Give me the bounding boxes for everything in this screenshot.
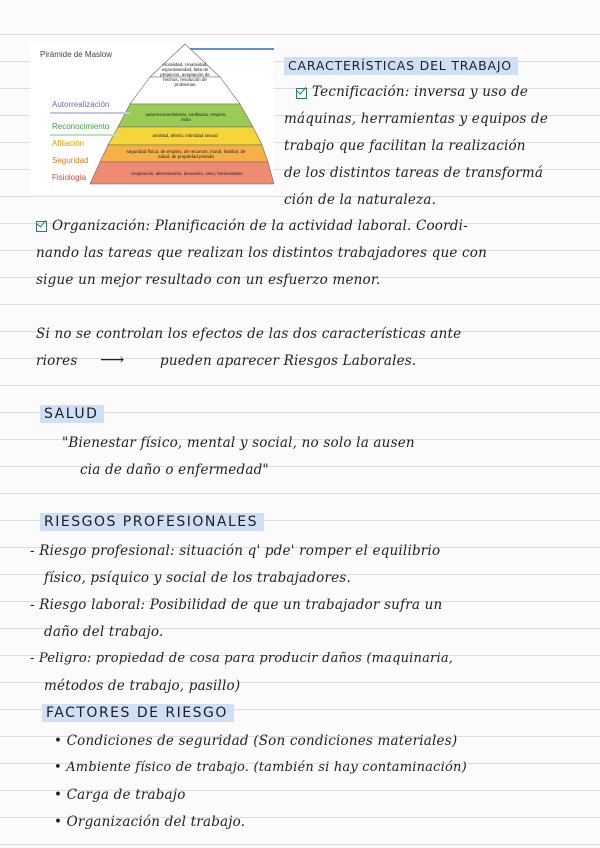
- checkbox-icon: [296, 88, 307, 99]
- riesgo-laboral-line-1: - Riesgo laboral: Posibilidad de que un trabajador sufra un: [30, 597, 443, 613]
- organizacion-line-3: sigue un mejor resultado con un esfuerzo menor.: [36, 272, 381, 288]
- factor-item-4: • Organización del trabajo.: [54, 814, 246, 830]
- arrow-right-icon: ⟶: [100, 350, 125, 370]
- caracteristicas-line-4: de los distintos tareas de transformá: [284, 165, 544, 181]
- checkbox-icon: [36, 221, 47, 232]
- pyramid-level-5-text: respiración, alimentación, descanso, sexo, homeostasis: [131, 171, 243, 176]
- factor-item-2: • Ambiente físico de trabajo. (también si hay contaminación): [54, 760, 467, 775]
- caracteristicas-line-3: trabajo que facilitan la realización: [284, 138, 526, 154]
- peligro-line-1: - Peligro: propiedad de cosa para producir daños (maquinaria,: [30, 651, 454, 666]
- pyramid-label-afiliacion: Afiliación: [52, 139, 85, 148]
- pyramid-level-1-text: moralidad, creatividad, espontaneidad, falta de prejuicios, aceptación de hechos, resolución de problemas: [160, 62, 210, 87]
- pyramid-label-seguridad: Seguridad: [52, 156, 89, 165]
- organizacion-line-1: Organización: Planificación de la actividad laboral. Coordi-: [52, 218, 468, 234]
- caracteristicas-line-1: Tecnificación: inversa y uso de: [312, 84, 529, 100]
- control-line-1: Si no se controlan los efectos de las dos características ante: [36, 326, 462, 342]
- heading-riesgos-profesionales: RIESGOS PROFESIONALES: [40, 513, 264, 531]
- riesgo-laboral-line-2: daño del trabajo.: [44, 624, 164, 640]
- riesgo-profesional-line-2: físico, psíquico y social de los trabajadores.: [44, 570, 351, 586]
- heading-salud: SALUD: [40, 405, 104, 423]
- pyramid-guide-1: [50, 112, 130, 114]
- pyramid-title: Pirámide de Maslow: [40, 50, 113, 59]
- peligro-line-2: métodos de trabajo, pasillo): [44, 678, 241, 694]
- pyramid-label-fisiologia: Fisiología: [52, 173, 87, 182]
- control-line-2: riores: [36, 353, 78, 369]
- control-result: pueden aparecer Riesgos Laborales.: [160, 353, 417, 369]
- pyramid-level-4-text: seguridad física, de empleo, de recursos, moral, familiar, de salud, de propiedad privada: [126, 149, 246, 159]
- riesgo-profesional-line-1: - Riesgo profesional: situación q' pde' romper el equilibrio: [30, 543, 441, 559]
- pyramid-level-3-text: amistad, afecto, intimidad sexual: [152, 133, 218, 138]
- heading-factores-riesgo: FACTORES DE RIESGO: [42, 704, 234, 722]
- maslow-pyramid-figure: [30, 42, 274, 194]
- pyramid-guide-2: [50, 134, 120, 136]
- factor-item-3: • Carga de trabajo: [54, 787, 186, 803]
- salud-line-1: "Bienestar físico, mental y social, no solo la ausen: [62, 435, 415, 451]
- caracteristicas-line-2: máquinas, herramientas y equipos de: [284, 111, 549, 127]
- caracteristicas-line-5: ción de la naturaleza.: [284, 192, 437, 208]
- pyramid-label-autorrealizacion: Autorrealización: [52, 100, 110, 109]
- pyramid-level-2-text: autorreconocimiento, confianza, respeto, éxito: [145, 112, 227, 122]
- heading-caracteristicas: CARACTERÍSTICAS DEL TRABAJO: [284, 57, 518, 75]
- pyramid-label-reconocimiento: Reconocimiento: [52, 122, 110, 131]
- organizacion-line-2: nando las tareas que realizan los distintos trabajadores que con: [36, 245, 488, 261]
- salud-line-2: cia de daño o enfermedad": [80, 462, 269, 478]
- factor-item-1: • Condiciones de seguridad (Son condiciones materiales): [54, 733, 458, 749]
